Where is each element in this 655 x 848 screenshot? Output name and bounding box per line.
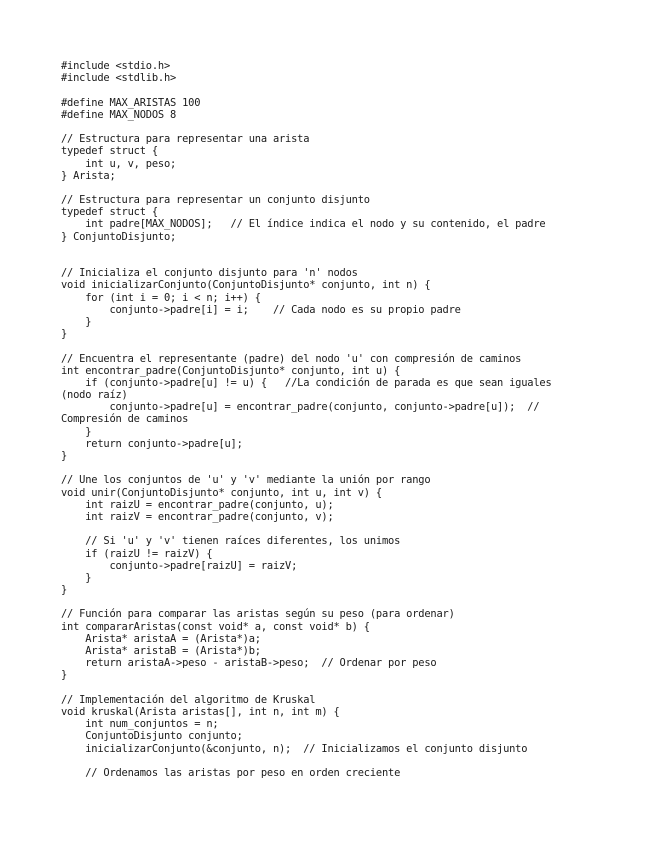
code-line: conjunto->padre[i] = i; // Cada nodo es su propio padre [61, 303, 461, 316]
code-line: for (int i = 0; i < n; i++) { [61, 291, 261, 304]
code-line: } [61, 584, 68, 597]
code-line: return aristaA->peso - aristaB->peso; // Ordenar por peso [61, 657, 437, 670]
code-line: // Encuentra el representante (padre) del nodo 'u' con compresión de caminos [61, 352, 522, 365]
code-line: // Estructura para representar una arista [61, 133, 310, 146]
code-line: void kruskal(Arista aristas[], int n, int m) { [61, 705, 340, 718]
code-line [61, 243, 641, 255]
code-block [61, 60, 641, 779]
code-line: int raizV = encontrar_padre(conjunto, v); [61, 510, 334, 523]
code-line: #include <stdio.h> [61, 60, 171, 72]
code-line [61, 84, 641, 96]
code-line: inicializarConjunto(&conjunto, n); // Inicializamos el conjunto disjunto [61, 742, 528, 755]
code-line: conjunto->padre[raizU] = raizV; [61, 559, 298, 572]
code-line [61, 462, 641, 474]
code-line: // Ordenamos las aristas por peso en orden creciente [61, 766, 401, 779]
code-line: // Si 'u' y 'v' tienen raíces diferentes, los unimos [61, 535, 401, 548]
code-line [61, 523, 641, 535]
code-line: } [61, 571, 92, 584]
code-line: // Inicializa el conjunto disjunto para 'n' nodos [61, 267, 358, 280]
code-line: } [61, 315, 92, 328]
code-line: #define MAX_ARISTAS 100 [61, 96, 201, 109]
code-line: if (raizU != raizV) { [61, 547, 213, 560]
code-line: } [61, 328, 68, 341]
code-line: #include <stdlib.h> [61, 72, 177, 85]
code-line: } Arista; [61, 169, 116, 182]
code-line: #define MAX_NODOS 8 [61, 108, 177, 121]
code-line: // Une los conjuntos de 'u' y 'v' mediante la unión por rango [61, 474, 431, 487]
code-line: void inicializarConjunto(ConjuntoDisjunto* conjunto, int n) { [61, 279, 431, 292]
code-line: typedef struct { [61, 145, 158, 158]
code-line: ConjuntoDisjunto conjunto; [61, 730, 243, 743]
code-line [61, 121, 641, 133]
code-line: Arista* aristaA = (Arista*)a; [61, 632, 261, 645]
code-line: // Estructura para representar un conjunto disjunto [61, 194, 370, 207]
code-line: typedef struct { [61, 206, 158, 219]
code-line [61, 755, 641, 767]
code-line: } [61, 450, 68, 462]
code-line [61, 340, 641, 352]
code-line: if (conjunto->padre[u] != u) { //La condición de parada es que sean iguales [61, 376, 552, 389]
code-line: return conjunto->padre[u]; [61, 437, 243, 450]
code-line [61, 255, 641, 267]
code-line [61, 682, 641, 694]
code-line: Arista* aristaB = (Arista*)b; [61, 645, 261, 657]
code-line: Compresión de caminos [61, 413, 189, 426]
code-line: } ConjuntoDisjunto; [61, 230, 177, 243]
code-line: int u, v, peso; [61, 157, 177, 170]
code-line [61, 596, 641, 608]
code-line: int compararAristas(const void* a, const void* b) { [61, 620, 370, 633]
code-line: int padre[MAX_NODOS]; // El índice indica el nodo y su contenido, el padre [61, 218, 546, 231]
code-line: int num_conjuntos = n; [61, 718, 219, 731]
code-line: } [61, 669, 68, 682]
code-line: conjunto->padre[u] = encontrar_padre(conjunto, conjunto->padre[u]); // [61, 401, 540, 414]
code-line: void unir(ConjuntoDisjunto* conjunto, int u, int v) { [61, 486, 382, 499]
code-line: int raizU = encontrar_padre(conjunto, u); [61, 498, 334, 511]
code-line [61, 182, 641, 194]
code-line: } [61, 425, 92, 438]
code-line: // Función para comparar las aristas según su peso (para ordenar) [61, 608, 455, 621]
code-line: int encontrar_padre(ConjuntoDisjunto* conjunto, int u) { [61, 364, 401, 377]
code-line: (nodo raíz) [61, 389, 128, 402]
code-line: // Implementación del algoritmo de Kruskal [61, 693, 316, 706]
